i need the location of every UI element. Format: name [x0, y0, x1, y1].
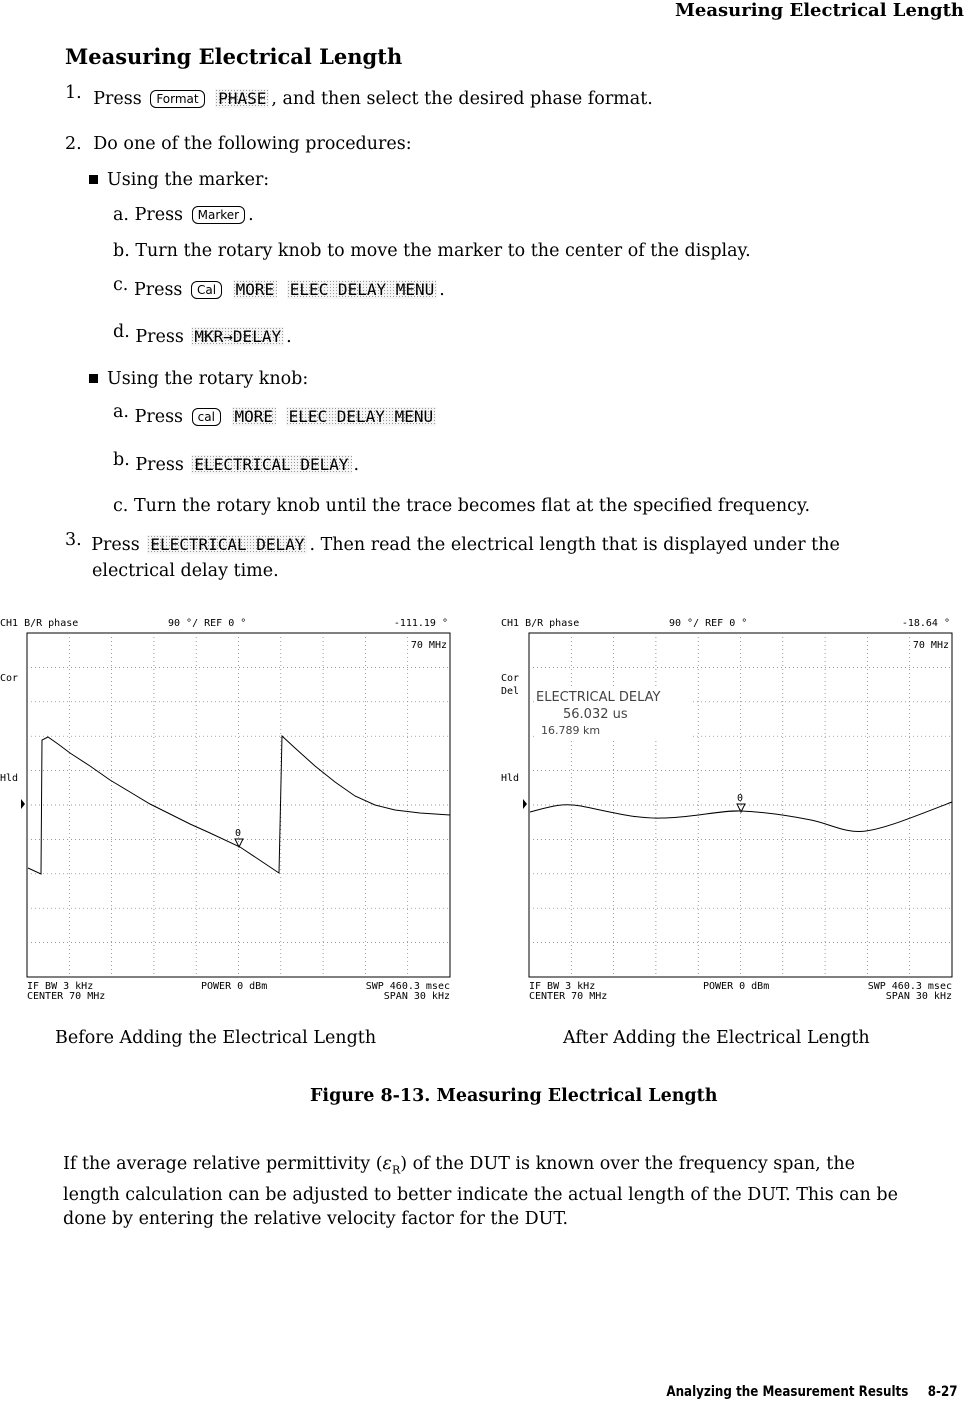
electrical-delay-softkey[interactable]: ELECTRICAL DELAY: [147, 535, 307, 554]
marker-readout: -111.19 °: [393, 618, 448, 629]
running-header: Measuring Electrical Length: [674, 0, 964, 21]
before-delay-screen: [0, 612, 455, 1004]
paragraph-line-2: length calculation can be adjusted to better indicate the actual length of the DUT. This can be: [63, 1184, 898, 1205]
elec-delay-menu-softkey[interactable]: ELEC DELAY MENU: [286, 407, 437, 426]
step-3: 3. Press ELECTRICAL DELAY . Then read the electrical length that is displayed under the: [65, 530, 840, 555]
delay-value: 56.032 us: [563, 707, 628, 722]
step-2-marker-a: a. Press Marker .: [113, 205, 254, 225]
marker-hardkey[interactable]: Marker: [192, 206, 245, 224]
center-frequency: CENTER 70 MHz: [529, 991, 608, 1002]
status-hld: Hld: [501, 773, 520, 784]
status-cor: Cor: [0, 673, 19, 684]
status-hld: Hld: [0, 773, 19, 784]
more-softkey[interactable]: MORE: [233, 280, 278, 299]
phase-softkey[interactable]: PHASE: [215, 89, 269, 108]
marker-frequency: 70 MHz: [912, 640, 949, 651]
section-title: Measuring Electrical Length: [65, 44, 403, 69]
figure-caption: Figure 8-13. Measuring Electrical Length: [310, 1086, 718, 1106]
after-delay-screen: [501, 612, 956, 1004]
channel-label: CH1 B/R phase: [0, 618, 79, 629]
page-footer: Analyzing the Measurement Results 8-27: [666, 1384, 958, 1400]
page-number: 8-27: [928, 1384, 958, 1400]
status-del: Del: [501, 686, 520, 697]
step-2: 2. Do one of the following procedures:: [65, 134, 412, 154]
electrical-length: 16.789 km: [541, 724, 601, 737]
step-2-knob-a: a. Press cal MORE ELEC DELAY MENU: [113, 407, 438, 427]
if-bandwidth: IF BW 3 kHz: [27, 981, 94, 992]
step-2-knob-c: c. Turn the rotary knob until the trace becomes flat at the specified frequency.: [113, 496, 811, 516]
bullet-using-knob: Using the rotary knob:: [89, 369, 308, 389]
delay-title: ELECTRICAL DELAY: [536, 690, 661, 705]
marker-number: 0: [235, 828, 242, 839]
graticule-grid: [27, 633, 450, 977]
electrical-delay-softkey[interactable]: ELECTRICAL DELAY: [191, 455, 351, 474]
elec-delay-menu-softkey[interactable]: ELEC DELAY MENU: [287, 280, 438, 299]
reference-arrow-icon: [21, 799, 25, 809]
span: SPAN 30 kHz: [885, 991, 952, 1002]
caption-before: Before Adding the Electrical Length: [55, 1028, 377, 1048]
cal-hardkey[interactable]: cal: [192, 408, 221, 426]
paragraph-line-3: done by entering the relative velocity factor for the DUT.: [63, 1208, 569, 1229]
step-2-marker-b: b. Turn the rotary knob to move the marker to the center of the display.: [113, 241, 751, 261]
phase-trace: [530, 802, 952, 832]
format-hardkey[interactable]: Format: [150, 90, 204, 108]
marker-frequency: 70 MHz: [410, 640, 447, 651]
step-2-marker-d: d. Press MKR→DELAY .: [113, 322, 292, 347]
bullet-icon: [89, 175, 98, 184]
channel-label: CH1 B/R phase: [501, 618, 580, 629]
graticule-grid: [529, 633, 952, 977]
step-3-continued: electrical delay time.: [92, 561, 279, 581]
span: SPAN 30 kHz: [383, 991, 450, 1002]
if-bandwidth: IF BW 3 kHz: [529, 981, 596, 992]
marker-triangle-icon: [235, 839, 243, 847]
sweep-time: SWP 460.3 msec: [867, 981, 952, 992]
sweep-time: SWP 460.3 msec: [365, 981, 450, 992]
scale-label: 90 °/ REF 0 °: [168, 618, 247, 629]
more-softkey[interactable]: MORE: [232, 407, 277, 426]
body-paragraph: [63, 1152, 898, 1231]
scale-label: 90 °/ REF 0 °: [669, 618, 748, 629]
step-2-knob-b: b. Press ELECTRICAL DELAY .: [113, 450, 360, 475]
power-level: POWER 0 dBm: [201, 981, 268, 992]
caption-after: After Adding the Electrical Length: [563, 1028, 870, 1048]
status-cor: Cor: [501, 673, 520, 684]
marker-number: 0: [737, 793, 744, 804]
paragraph-line-1: If the average relative permittivity $(\varepsilon_R)$ of the DUT is known over the frequency span, the: [63, 1154, 855, 1177]
bullet-icon: [89, 374, 98, 383]
mkr-delay-softkey[interactable]: MKR→DELAY: [191, 327, 284, 346]
bullet-using-marker: Using the marker:: [89, 170, 269, 190]
center-frequency: CENTER 70 MHz: [27, 991, 106, 1002]
marker-readout: -18.64 °: [901, 618, 950, 629]
reference-arrow-icon: [523, 799, 527, 809]
step-2-marker-c: c. Press Cal MORE ELEC DELAY MENU .: [113, 275, 445, 300]
cal-hardkey[interactable]: Cal: [191, 281, 222, 299]
power-level: POWER 0 dBm: [703, 981, 770, 992]
step-1: 1. Press Format PHASE , and then select the desired phase format.: [65, 83, 653, 109]
